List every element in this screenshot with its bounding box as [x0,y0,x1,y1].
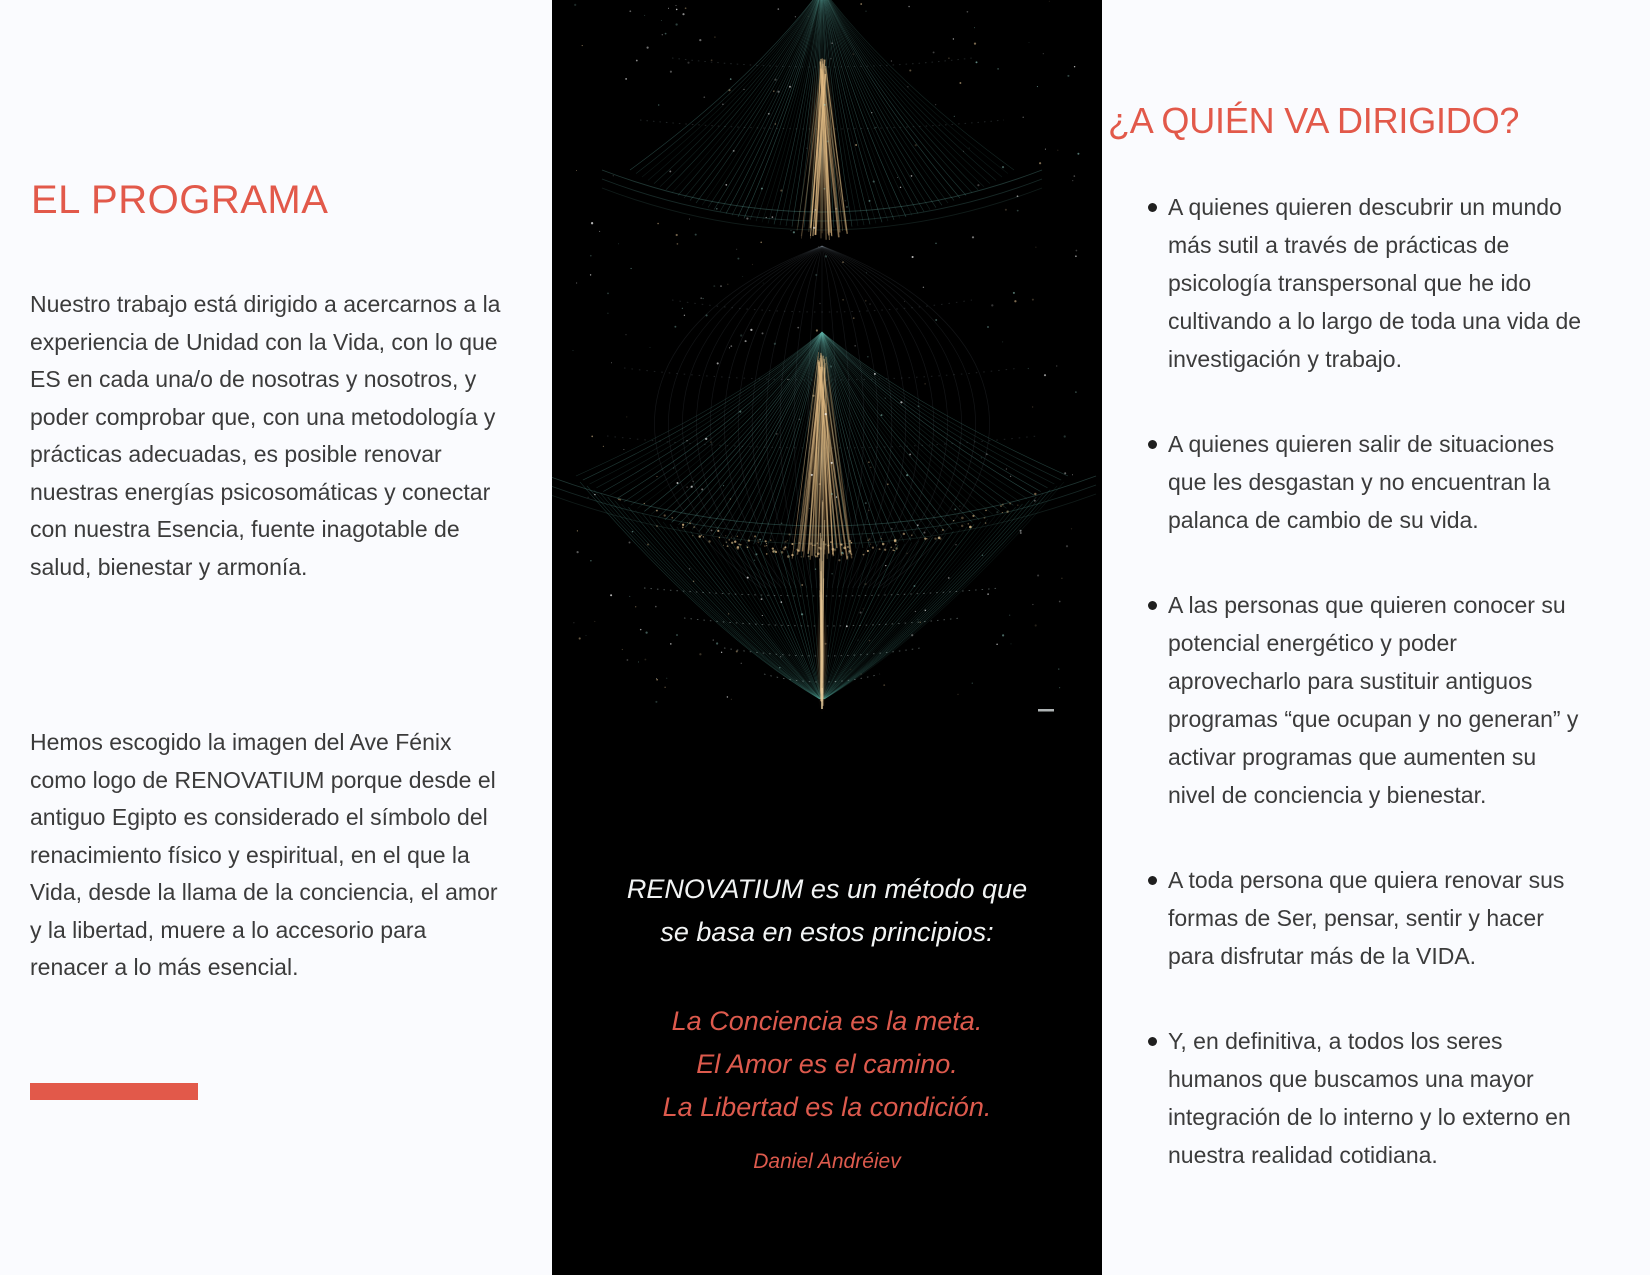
quote-intro: RENOVATIUM es un método que se basa en estos principios: [626,874,1028,947]
list-item-text: A toda persona que quiera renovar sus formas de Ser, pensar, sentir y hacer para disfrutar más de la VIDA. [1168,867,1565,969]
right-panel [1102,0,1650,1275]
principle-line-3: La Libertad es la condición. [662,1092,992,1122]
bullet-icon [1148,440,1157,449]
list-item [1102,586,1588,814]
program-paragraph-2: Hemos escogido la imagen del Ave Fénix como logo de RENOVATIUM porque desde el antiguo Egipto es considerado el símbolo del renacimiento físico y espiritual, en el que la Vida, desde la llama de la conciencia, el amor y la libertad, muere a lo accesorio para renacer a lo más esencial. [30,729,498,980]
list-item [1102,861,1588,975]
bullet-icon [1148,601,1157,610]
program-paragraph-1: Nuestro trabajo está dirigido a acercarnos a la experiencia de Unidad con la Vida, con lo que ES en cada una/o de nosotras y nosotros, y poder comprobar que, con una metodología y prácticas adecuadas, es posible renovar nuestras energías psicosomáticas y conectar con nuestra Esencia, fuente inagotable de salud, bienestar y armonía. [30,291,501,580]
list-item-text: A las personas que quieren conocer su potencial energético y poder aprovecharlo para sustituir antiguos programas “que ocupan y no generan” y activar programas que aumenten su nivel de conciencia y bienestar. [1168,592,1579,808]
bullet-icon [1148,203,1157,212]
list-item-text: Y, en definitiva, a todos los seres humanos que buscamos una mayor integración de lo interno y lo externo en nuestra realidad cotidiana. [1168,1028,1571,1168]
accent-divider-bar [30,1083,198,1100]
list-item [1102,188,1588,378]
list-item-text: A quienes quieren salir de situaciones que les desgastan y no encuentran la palanca de cambio de su vida. [1168,431,1555,533]
audience-bullet-list [1102,188,1588,1221]
principle-line-2: El Amor es el camino. [696,1049,958,1079]
list-item-text: A quienes quieren descubrir un mundo más sutil a través de prácticas de psicología transpersonal que he ido cultivando a lo largo de toda una vida de investigación y trabajo. [1168,194,1582,372]
phoenix-vortex-artwork [552,0,1102,713]
quote-attribution: Daniel Andréiev [753,1150,901,1173]
left-panel [0,0,552,1275]
bullet-icon [1148,1037,1157,1046]
quote-principles [552,1000,1102,1129]
right-panel-title: ¿A QUIÉN VA DIRIGIDO? [1108,100,1520,141]
center-panel [552,0,1102,1275]
list-item [1102,1022,1588,1174]
principle-line-1: La Conciencia es la meta. [671,1006,983,1036]
list-item [1102,425,1588,539]
bullet-icon [1148,876,1157,885]
left-panel-title: EL PROGRAMA [31,178,329,222]
